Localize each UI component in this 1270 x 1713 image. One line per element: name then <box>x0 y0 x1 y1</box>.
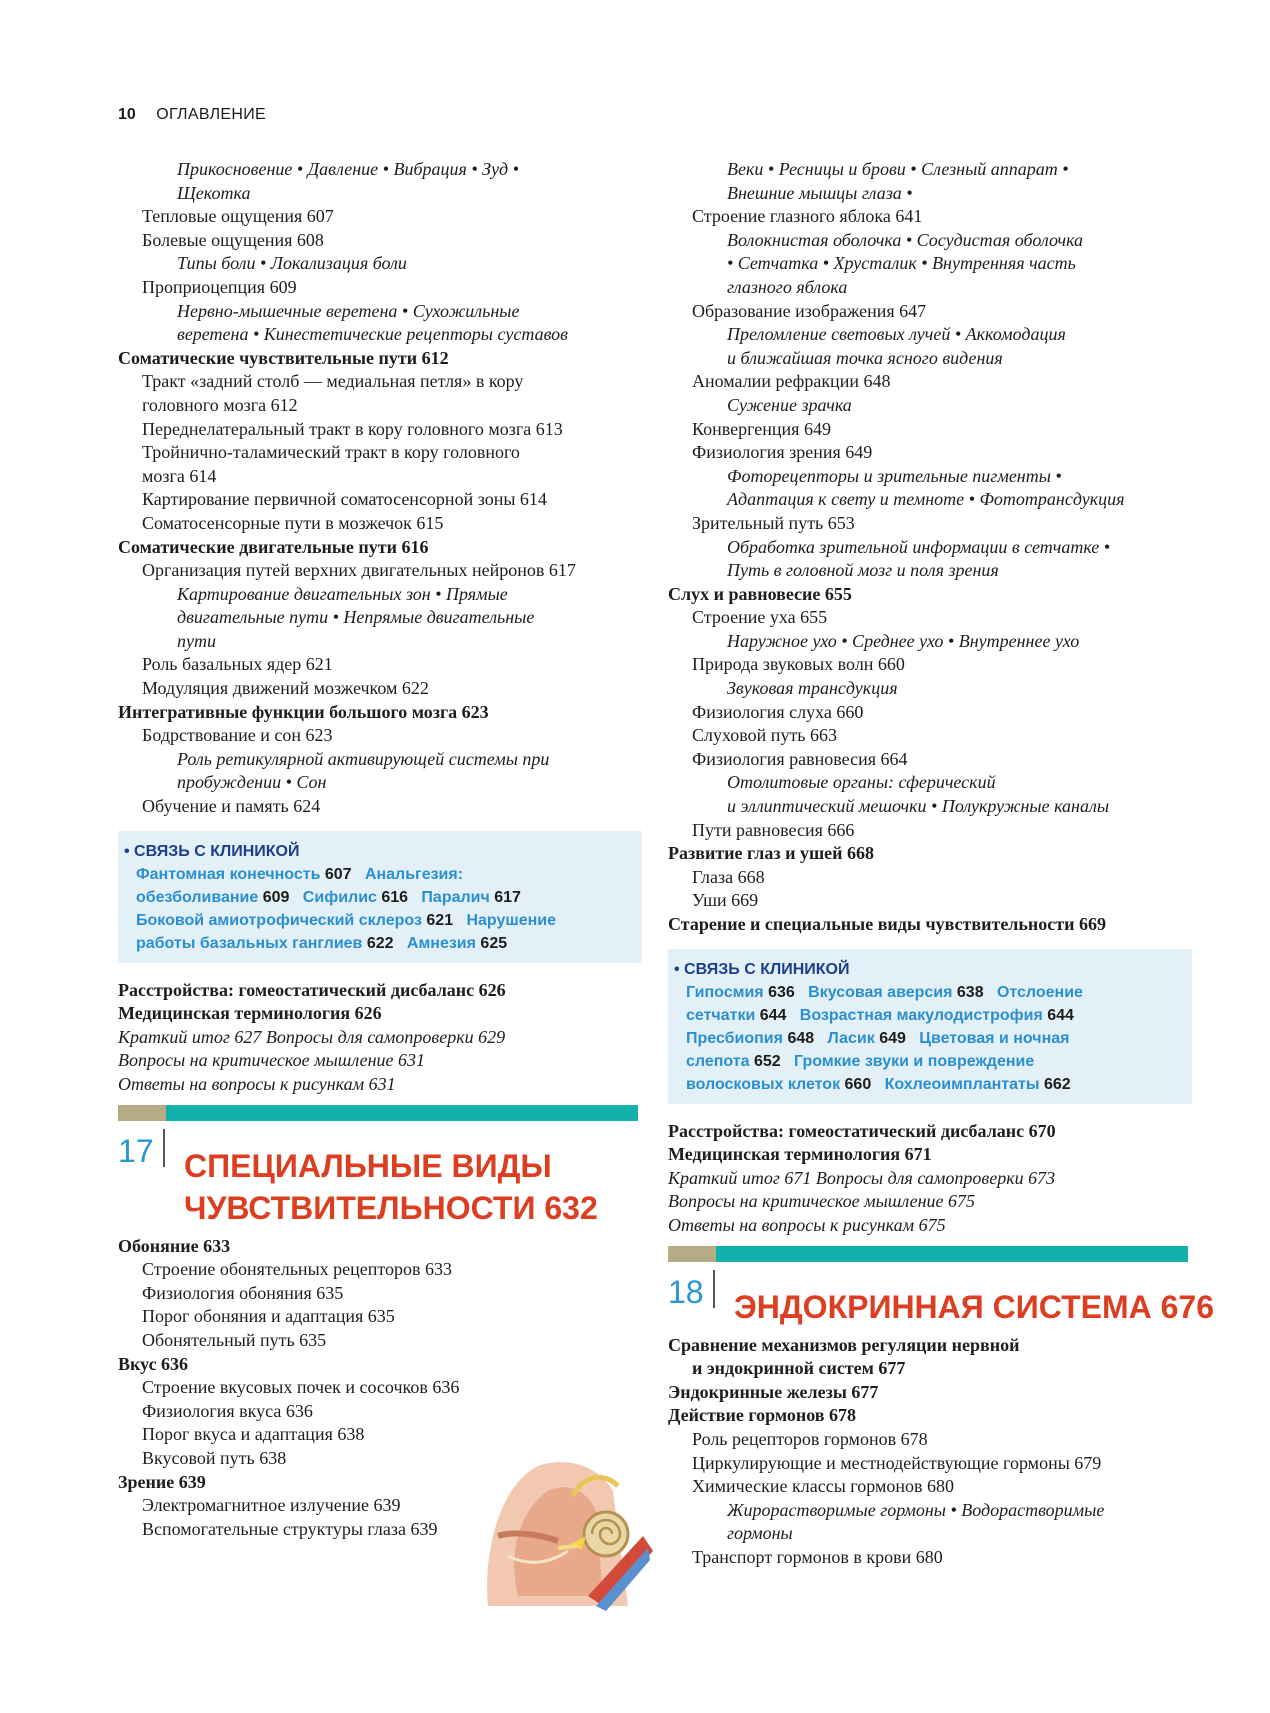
clinical-topic: Фантомная конечность <box>136 865 321 883</box>
toc-topic-list: глазного яблока <box>727 276 848 297</box>
toc-topic-list: и ближайшая точка ясного видения <box>727 347 1003 368</box>
chapter-color-bar <box>118 1105 638 1121</box>
clinical-topic: Анальгезия: <box>364 865 464 883</box>
clinical-topic-page: 638 <box>956 983 984 1001</box>
toc-subentry: мозга 614 <box>142 465 217 486</box>
chapter-heading <box>668 1246 1215 1328</box>
toc-subentry: Порог обоняния и адаптация 635 <box>142 1306 395 1327</box>
toc-topic-list: Отолитовые органы: сферический <box>727 772 996 793</box>
toc-subentry: Бодрствование и сон 623 <box>142 725 333 746</box>
clinical-topic: волосковых клеток <box>686 1075 841 1093</box>
toc-topic-list: Прикосновение • Давление • Вибрация • Зуд • <box>177 159 519 179</box>
clinical-box-line <box>124 863 634 886</box>
toc-topic-list: Адаптация к свету и темноте • Фототрансдукция <box>727 489 1125 510</box>
toc-topic-list: Щекотка <box>177 182 251 203</box>
clinical-topic-page: 622 <box>366 934 394 952</box>
toc-topic-list: Роль ретикулярной активирующей системы при <box>177 748 550 769</box>
clinical-topic-page: 617 <box>494 888 521 906</box>
clinical-topic-page: 625 <box>480 934 508 952</box>
toc-entry: Обоняние 633 <box>118 1235 231 1256</box>
clinical-topic: сетчатки <box>686 1006 756 1024</box>
clinical-box-line <box>674 1027 1184 1050</box>
clinical-topic: Сифилис <box>302 888 377 906</box>
toc-left-column <box>118 158 638 1541</box>
toc-entry: Краткий итог 671 Вопросы для самопроверки 673 <box>668 1167 1056 1188</box>
toc-subentry: Химические классы гормонов 680 <box>692 1476 954 1497</box>
clinical-topic-page: 621 <box>426 911 454 929</box>
clinical-topic: обезболивание <box>136 888 259 906</box>
clinical-topic: работы базальных ганглиев <box>136 934 363 952</box>
toc-topic-list: двигательные пути • Непрямые двигательные <box>177 607 535 628</box>
toc-subentry: Уши 669 <box>692 890 759 911</box>
toc-entry: Медицинская терминология 626 <box>118 1003 382 1024</box>
toc-subentry: Переднелатеральный тракт в кору головного мозга 613 <box>142 418 563 439</box>
toc-entry: Расстройства: гомеостатический дисбаланс 670 <box>668 1120 1056 1141</box>
toc-subentry: Роль рецепторов гормонов 678 <box>692 1428 928 1449</box>
clinical-topic-page: 648 <box>787 1029 815 1047</box>
chapter-title <box>734 1262 1215 1328</box>
toc-entry: Старение и специальные виды чувствительности 669 <box>668 914 1106 934</box>
toc-entry: Соматические двигательные пути 616 <box>118 536 429 557</box>
toc-topic-list: Звуковая трансдукция <box>727 678 898 699</box>
clinical-topic-page: 660 <box>844 1075 872 1093</box>
clinical-topic-page: 616 <box>381 888 409 906</box>
toc-subentry: Картирование первичной соматосенсорной зоны 614 <box>142 489 547 510</box>
chapter-divider <box>713 1270 715 1308</box>
clinical-box-line <box>124 932 634 955</box>
toc-subentry: Соматосенсорные пути в мозжечок 615 <box>142 512 444 533</box>
clinical-box-line <box>674 981 1184 1004</box>
toc-subentry: и эндокринной систем 677 <box>692 1358 906 1379</box>
clinical-topic: Возрастная макулодистрофия <box>799 1006 1043 1024</box>
chapter-bar-teal <box>716 1246 1188 1262</box>
toc-topic-list: гормоны <box>727 1523 793 1544</box>
clinical-topic-page: 644 <box>759 1006 787 1024</box>
chapter-title-line: СПЕЦИАЛЬНЫЕ ВИДЫ <box>184 1147 552 1184</box>
toc-entry: Интегративные функции большого мозга 623 <box>118 701 489 722</box>
toc-subentry: Тепловые ощущения 607 <box>142 206 334 227</box>
toc-topic-list: Волокнистая оболочка • Сосудистая оболочка <box>727 229 1084 250</box>
toc-subentry: Модуляция движений мозжечком 622 <box>142 678 429 699</box>
toc-subentry: Зрительный путь 653 <box>692 512 855 533</box>
clinical-box-line <box>674 1004 1184 1027</box>
toc-subentry: Порог вкуса и адаптация 638 <box>142 1424 365 1445</box>
toc-topic-list: Обработка зрительной информации в сетчатке • <box>727 536 1111 557</box>
toc-subentry: Физиология зрения 649 <box>692 442 873 463</box>
toc-entry: Сравнение механизмов регуляции нервной <box>668 1334 1020 1355</box>
toc-entry: Ответы на вопросы к рисункам 631 <box>118 1074 396 1094</box>
toc-subentry: Строение уха 655 <box>692 607 828 628</box>
toc-topic-list: пути <box>177 630 216 651</box>
clinical-topic: Амнезия <box>406 934 476 952</box>
chapter-bar-olive <box>668 1246 716 1262</box>
toc-topic-list: • Сетчатка • Хрусталик • Внутренняя часть <box>727 253 1076 274</box>
toc-subentry: Тракт «задний столб — медиальная петля» в кору <box>142 371 524 392</box>
toc-topic-list: и эллиптический мешочки • Полукружные каналы <box>727 796 1110 817</box>
chapter-title-line: ЭНДОКРИННАЯ СИСТЕМА 676 <box>734 1288 1215 1325</box>
toc-topic-list: Сужение зрачка <box>727 394 852 415</box>
toc-topic-list: Фоторецепторы и зрительные пигменты • <box>727 465 1062 486</box>
clinical-topic: Громкие звуки и повреждение <box>794 1052 1035 1070</box>
clinical-topic: Отслоение <box>996 983 1083 1001</box>
toc-topic-list: Веки • Ресницы и брови • Слезный аппарат • <box>727 159 1069 179</box>
toc-subentry: Строение вкусовых почек и сосочков 636 <box>142 1377 460 1398</box>
clinical-box-title: • СВЯЗЬ С КЛИНИКОЙ <box>674 960 850 978</box>
toc-entry: Расстройства: гомеостатический дисбаланс 626 <box>118 979 506 1000</box>
toc-entry: Ответы на вопросы к рисункам 675 <box>668 1214 946 1235</box>
toc-subentry: Проприоцепция 609 <box>142 276 297 297</box>
toc-subentry: Образование изображения 647 <box>692 300 927 321</box>
toc-topic-list: Преломление световых лучей • Аккомодация <box>727 324 1066 345</box>
toc-entry: Соматические чувствительные пути 612 <box>118 347 449 368</box>
clinical-topic-page: 652 <box>753 1052 781 1070</box>
clinical-topic: Вкусовая аверсия <box>808 983 953 1001</box>
toc-subentry: Аномалии рефракции 648 <box>692 371 891 392</box>
running-header <box>118 106 266 124</box>
toc-entry: Вопросы на критическое мышление 675 <box>668 1191 976 1212</box>
clinical-topic: Ласик <box>827 1029 875 1047</box>
clinical-topic-page: 649 <box>879 1029 906 1047</box>
chapter-bar-teal <box>166 1105 638 1121</box>
toc-entry: Зрение 639 <box>118 1471 206 1492</box>
clinical-box-line <box>124 909 634 932</box>
toc-entry: Вопросы на критическое мышление 631 <box>118 1050 426 1071</box>
toc-entry: Вкус 636 <box>118 1353 189 1374</box>
toc-topic-list: Нервно-мышечные веретена • Сухожильные <box>177 300 520 321</box>
toc-subentry: Конвергенция 649 <box>692 418 831 439</box>
chapter-color-bar <box>668 1246 1188 1262</box>
clinical-box-line <box>674 1050 1184 1073</box>
toc-topic-list: Типы боли • Локализация боли <box>177 253 407 274</box>
header-title: ОГЛАВЛЕНИЕ <box>156 106 267 123</box>
toc-subentry: Вкусовой путь 638 <box>142 1447 287 1468</box>
toc-topic-list: пробуждении • Сон <box>177 772 327 793</box>
toc-topic-list: Внешние мышцы глаза • <box>727 182 913 203</box>
toc-entry: Краткий итог 627 Вопросы для самопроверки 629 <box>118 1026 506 1047</box>
clinical-topic-page: 644 <box>1047 1006 1074 1024</box>
clinical-topic-page: 609 <box>262 888 290 906</box>
clinical-topic-page: 607 <box>324 865 352 883</box>
toc-subentry: Пути равновесия 666 <box>692 819 855 840</box>
chapter-divider <box>163 1129 165 1167</box>
toc-subentry: Природа звуковых волн 660 <box>692 654 905 675</box>
chapter-title-line: ЧУВСТВИТЕЛЬНОСТИ 632 <box>184 1189 598 1226</box>
clinical-topic: Паралич <box>421 888 490 906</box>
clinical-topic: Боковой амиотрофический склероз <box>136 911 422 929</box>
toc-topic-list: веретена • Кинестетические рецепторы суставов <box>177 324 568 345</box>
toc-subentry: Строение обонятельных рецепторов 633 <box>142 1259 453 1280</box>
toc-subentry: Болевые ощущения 608 <box>142 229 324 250</box>
toc-entry: Развитие глаз и ушей 668 <box>668 843 875 864</box>
clinical-topic-page: 662 <box>1044 1075 1071 1093</box>
toc-subentry: Физиология слуха 660 <box>692 701 864 722</box>
toc-topic-list: Жирорастворимые гормоны • Водорастворимые <box>727 1499 1105 1520</box>
clinical-topic: Цветовая и ночная <box>919 1029 1070 1047</box>
chapter-bar-olive <box>118 1105 166 1121</box>
toc-subentry: Физиология равновесия 664 <box>692 748 908 769</box>
toc-subentry: Физиология вкуса 636 <box>142 1400 313 1421</box>
clinical-topic: Пресбиопия <box>686 1029 783 1047</box>
toc-subentry: Циркулирующие и местнодействующие гормоны 679 <box>692 1452 1102 1473</box>
toc-subentry: Физиология обоняния 635 <box>142 1282 344 1303</box>
toc-entry: Слух и равновесие 655 <box>668 583 852 604</box>
toc-subentry: Строение глазного яблока 641 <box>692 206 923 227</box>
toc-entry: Действие гормонов 678 <box>668 1405 857 1426</box>
toc-subentry: Вспомогательные структуры глаза 639 <box>142 1518 438 1539</box>
page-number: 10 <box>118 106 136 123</box>
toc-subentry: Транспорт гормонов в крови 680 <box>692 1546 943 1567</box>
ear-anatomy-illustration <box>478 1456 653 1611</box>
toc-entry: Эндокринные железы 677 <box>668 1381 879 1402</box>
clinical-topic: Кохлеоимплантаты <box>884 1075 1040 1093</box>
toc-subentry: головного мозга 612 <box>142 394 298 415</box>
toc-subentry: Обучение и память 624 <box>142 796 321 817</box>
clinical-topic: Гипосмия <box>686 983 764 1001</box>
toc-topic-list: Путь в головной мозг и поля зрения <box>727 560 999 581</box>
toc-subentry: Слуховой путь 663 <box>692 725 838 746</box>
clinical-connection-box <box>118 831 642 963</box>
clinical-connection-box <box>668 949 1192 1104</box>
toc-subentry: Тройнично-таламический тракт в кору головного <box>142 442 520 463</box>
toc-topic-list: Наружное ухо • Среднее ухо • Внутреннее ухо <box>727 630 1080 651</box>
toc-topic-list: Картирование двигательных зон • Прямые <box>177 583 508 604</box>
chapter-title <box>184 1121 638 1229</box>
chapter-number: 17 <box>118 1132 154 1169</box>
clinical-box-line <box>124 886 634 909</box>
toc-subentry: Роль базальных ядер 621 <box>142 654 333 675</box>
chapter-heading <box>118 1105 638 1229</box>
clinical-topic: слепота <box>686 1052 750 1070</box>
toc-subentry: Организация путей верхних двигательных нейронов 617 <box>142 560 576 581</box>
toc-subentry: Глаза 668 <box>692 866 765 887</box>
clinical-box-title: • СВЯЗЬ С КЛИНИКОЙ <box>124 842 300 860</box>
toc-right-column <box>668 158 1215 1570</box>
toc-subentry: Электромагнитное излучение 639 <box>142 1495 401 1516</box>
toc-subentry: Обонятельный путь 635 <box>142 1329 327 1350</box>
toc-entry: Медицинская терминология 671 <box>668 1144 932 1165</box>
clinical-box-line <box>674 1073 1184 1096</box>
chapter-number: 18 <box>668 1273 704 1310</box>
clinical-topic-page: 636 <box>768 983 795 1001</box>
clinical-topic: Нарушение <box>466 911 556 929</box>
